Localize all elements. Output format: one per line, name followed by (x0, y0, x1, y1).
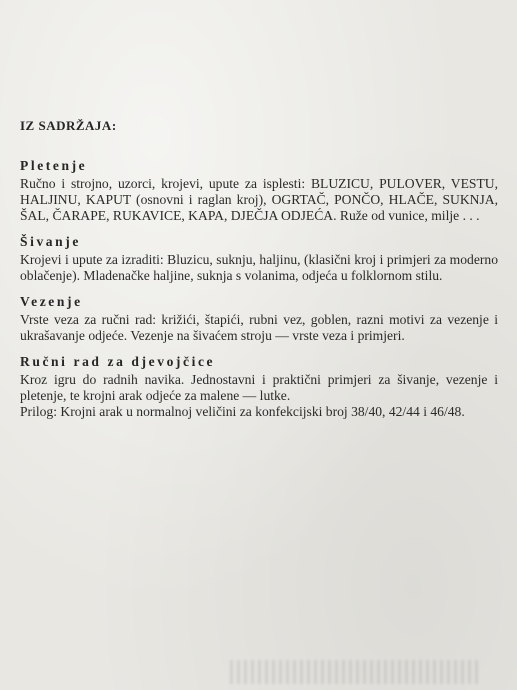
section-note: Prilog: Krojni arak u normalnoj veličini za konfekcijski broj 38/40, 42/44 i 46/48. (20, 404, 465, 419)
section-body: Vrste veza za ručni rad: križići, štapići, rubni vez, goblen, razni motivi za vezenje i ukrašavanje odjeće. Vezenje na šivaćem stroju — vrste veza i primjeri. (20, 312, 498, 343)
section-sivanje (20, 234, 498, 284)
section-body: Kroz igru do radnih navika. Jednostavni i praktični primjeri za šivanje, vezenje i pletenje, te krojni arak odjeće za malene — lutke. (20, 372, 498, 403)
section-pletenje (20, 158, 498, 224)
bleed-through-text (230, 660, 480, 684)
section-rucni-rad (20, 354, 498, 420)
section-title: Ručni rad za djevojčice (20, 354, 216, 369)
section-title: Vezenje (20, 294, 83, 309)
section-title: Šivanje (20, 234, 81, 249)
section-body: Ručno i strojno, uzorci, krojevi, upute za isplesti: BLUZICU, PULOVER, VESTU, HALJINU, KAPUT (osnovni i raglan kroj), OGRTAČ, PONČO, HLAČE, SUKNJA, ŠAL, ČARAPE, RUKAVICE, KAPA, DJEČJA ODJEĆA. Ruže od vunice, milje . . . (20, 176, 498, 223)
section-vezenje (20, 294, 498, 344)
contents-heading: IZ SADRŽAJA: (20, 118, 117, 133)
section-body: Krojevi i upute za izraditi: Bluzicu, suknju, haljinu, (klasični kroj i primjeri za moderno oblačenje). Mladenačke haljine, suknja s volanima, odjeća u folklornom stilu. (20, 252, 498, 283)
section-title: Pletenje (20, 158, 88, 173)
contents-block (20, 118, 498, 430)
